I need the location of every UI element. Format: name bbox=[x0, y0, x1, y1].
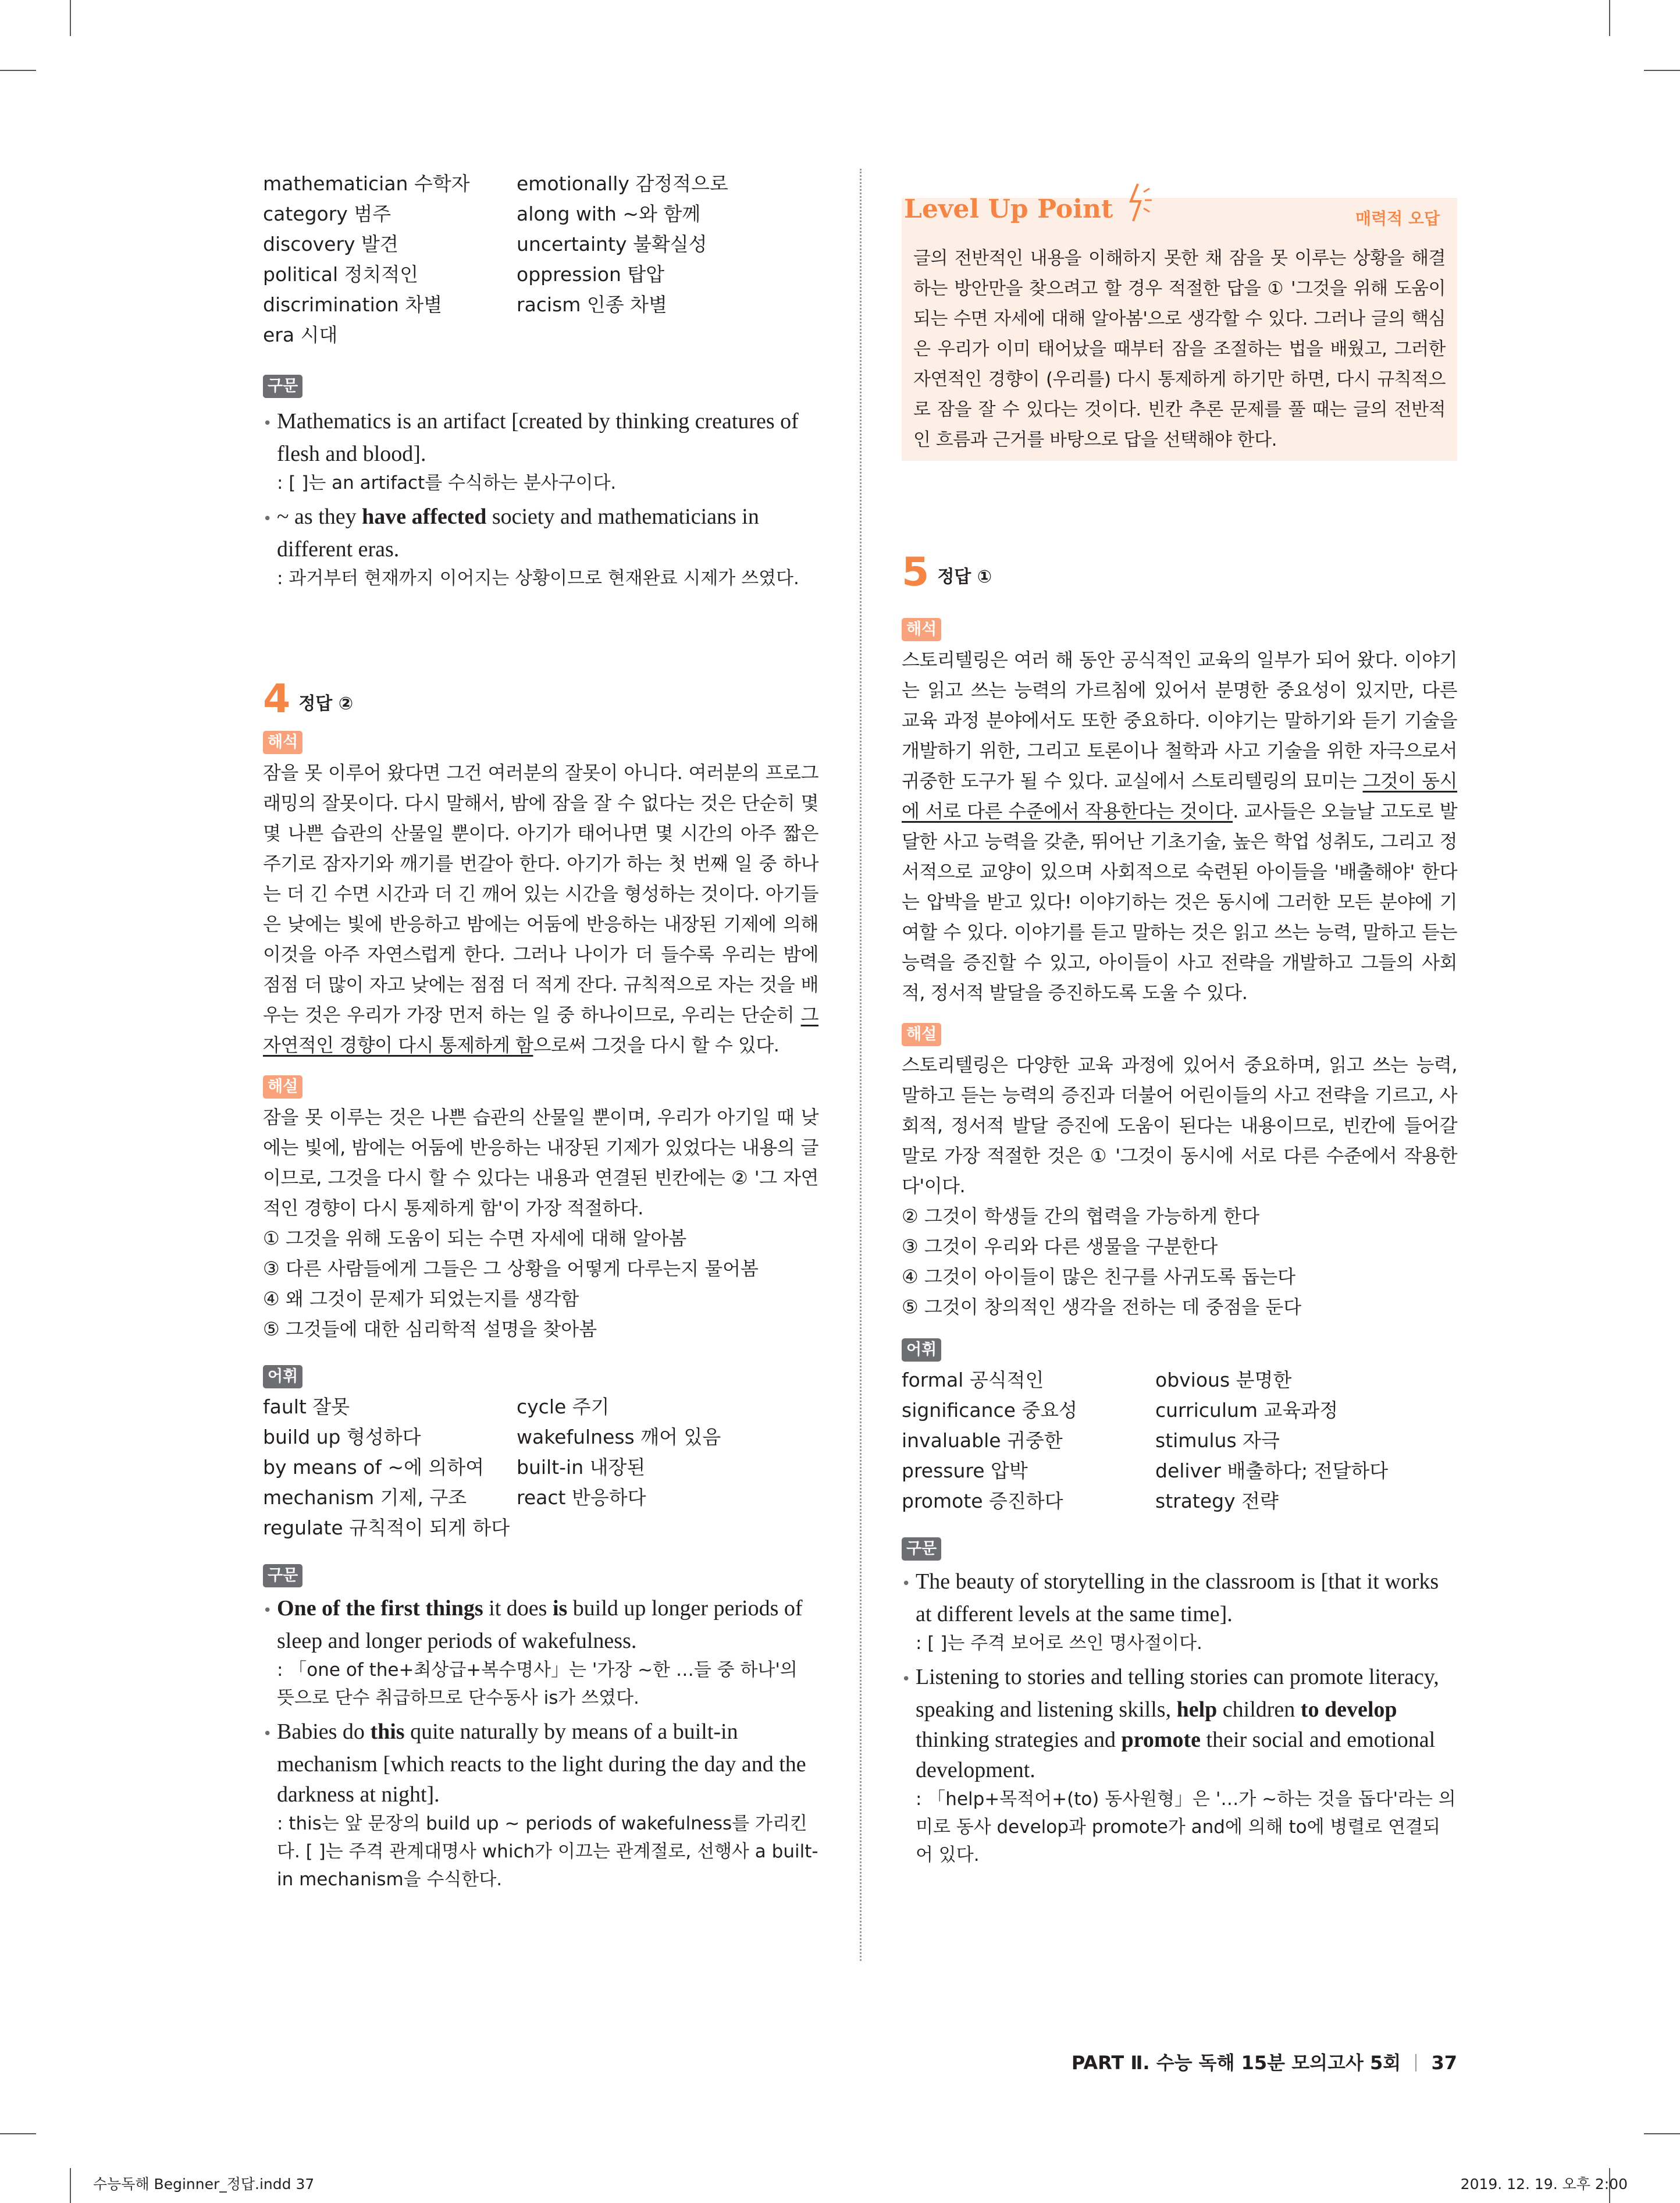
lightning-icon bbox=[1120, 180, 1155, 227]
vocab-list-q5 bbox=[902, 1365, 1457, 1516]
page-number: 37 bbox=[1431, 2052, 1457, 2074]
vocab-item: stimulus 자극 bbox=[1155, 1429, 1280, 1452]
vocab-item bbox=[517, 1513, 818, 1543]
vocab-item: obvious 분명한 bbox=[1155, 1369, 1292, 1391]
syntax-sentence: • Babies do this quite naturally by means of a built-in mechanism [which reacts to the light during the day and the darkness at night]. bbox=[263, 1719, 806, 1807]
crop-mark bbox=[1609, 0, 1610, 36]
option-item: ③ 그것이 우리와 다른 생물을 구분한다 bbox=[902, 1235, 1218, 1257]
question-number: 5 bbox=[902, 549, 930, 595]
answer-label: 정답 ① bbox=[937, 567, 992, 587]
crop-mark bbox=[0, 70, 36, 71]
vocab-item: cycle 주기 bbox=[517, 1395, 610, 1418]
footer-separator bbox=[1415, 2054, 1416, 2071]
syntax-note: : this는 앞 문장의 build up ~ periods of wakefulness를 가리킨다. [ ]는 주격 관계대명사 which가 이끄는 관계절로, 선행사 a built-in mechanism을 수식한다. bbox=[277, 1813, 818, 1890]
option-item: ④ 그것이 아이들이 많은 친구를 사귀도록 돕는다 bbox=[902, 1266, 1296, 1288]
question-header-4 bbox=[263, 676, 818, 722]
vocab-list-q4 bbox=[263, 1392, 818, 1543]
explanation-text: 잠을 못 이루는 것은 나쁜 습관의 산물일 뿐이며, 우리가 아기일 때 낮에는 빛에, 밤에는 어둠에 반응하는 내장된 기제가 있었다는 내용의 글이므로, 그것을 다시 할 수 있다는 내용과 연결된 빈칸에는 ② '그 자연적인 경향이 다시 통제하게 함'이 가장 적절하다. bbox=[263, 1106, 818, 1219]
vocab-item: political 정치적인 bbox=[263, 263, 419, 286]
explanation-tag: 해설 bbox=[263, 1075, 302, 1099]
vocab-item: react 반응하다 bbox=[517, 1486, 646, 1509]
syntax-note: : [ ]는 주격 보어로 쓰인 명사절이다. bbox=[916, 1633, 1202, 1654]
syntax-sentence: • Listening to stories and telling stories can promote literacy, speaking and listening skills, help children to develop thinking strategies and promote their social and emotional development. bbox=[902, 1665, 1439, 1782]
translation-text: 스토리텔링은 여러 해 동안 공식적인 교육의 일부가 되어 왔다. 이야기는 읽고 쓰는 능력의 가르침에 있어서 분명한 중요성이 있지만, 다른 교육 과정 분야에서도 또한 중요하다. 이야기는 말하기와 듣기 기술을 개발하기 위한, 그리고 토론이나 철학과 사고 기술을 위한 자극으로서 귀중한 도구가 될 수 있다. 교실에서 스토리텔링의 묘미는 그것이 동시에 서로 다른 수준에서 작용한다는 것이다. 교사들은 오늘날 고도로 발달한 사고 능력을 갖춘, 뛰어난 기초기술, 높은 학업 성취도, 그리고 정서적으로 교양이 있으며 사회적으로 숙련된 아이들을 '배출해야' 한다는 압박을 받고 있다! 이야기하는 것은 동시에 그러한 모든 분야에 기여할 수 있다. 이야기를 듣고 말하는 것은 읽고 쓰는 능력, 말하고 듣는 능력을 증진할 수 있고, 아이들이 사고 전략을 개발하고 그들의 사회적, 정서적 발달을 증진하도록 도울 수 있다. bbox=[902, 649, 1457, 1004]
vocab-item: discrimination 차별 bbox=[263, 293, 443, 316]
level-up-header bbox=[902, 180, 1457, 233]
answer-label: 정답 ② bbox=[298, 694, 354, 714]
vocab-item: era 시대 bbox=[263, 324, 338, 346]
crop-mark bbox=[70, 0, 71, 36]
page-footer bbox=[1072, 2048, 1457, 2075]
column-divider bbox=[860, 169, 862, 1961]
option-item: ⑤ 그것들에 대한 심리학적 설명을 찾아봄 bbox=[263, 1318, 597, 1340]
vocab-item: fault 잘못 bbox=[263, 1395, 350, 1418]
vocab-item bbox=[517, 320, 818, 350]
vocab-item: curriculum 교육과정 bbox=[1155, 1399, 1339, 1422]
syntax-sentence: • The beauty of storytelling in the classroom is [that it works at different levels at the same time]. bbox=[902, 1569, 1439, 1626]
vocab-item: wakefulness 깨어 있음 bbox=[517, 1426, 721, 1448]
vocab-item: category 범주 bbox=[263, 202, 391, 225]
option-item: ③ 다른 사람들에게 그들은 그 상황을 어떻게 다루는지 물어봄 bbox=[263, 1257, 759, 1280]
part-title: PART Ⅱ. 수능 독해 15분 모의고사 5회 bbox=[1071, 2052, 1401, 2074]
vocab-item: build up 형성하다 bbox=[263, 1426, 421, 1448]
vocab-item: by means of ~에 의하여 bbox=[263, 1456, 485, 1479]
option-item: ④ 왜 그것이 문제가 되었는지를 생각함 bbox=[263, 1288, 579, 1310]
vocab-item: discovery 발견 bbox=[263, 233, 398, 255]
vocab-item: uncertainty 불확실성 bbox=[517, 233, 707, 255]
left-column bbox=[263, 169, 818, 1893]
vocab-item: racism 인종 차별 bbox=[517, 293, 667, 316]
syntax-tag: 구문 bbox=[902, 1537, 941, 1561]
wrong-answer-badge: 매력적 오답 bbox=[1355, 209, 1440, 228]
crop-mark bbox=[0, 2133, 36, 2134]
level-up-text: 글의 전반적인 내용을 이해하지 못한 채 잠을 못 이루는 상황을 해결하는 방안만을 찾으려고 할 경우 적절한 답을 ① '그것을 위해 도움이 되는 수면 자세에 대해 알아봄'으로 생각할 수 있다. 그러나 글의 핵심은 우리가 이미 태어났을 때부터 잠을 조절하는 법을 배웠고, 그러한 자연적인 경향이 (우리를) 다시 통제하게 하기만 하면, 다시 규칙적으로 잠을 잘 수 있다는 것이다. 빈칸 추론 문제를 풀 때는 글의 전반적인 흐름과 근거를 바탕으로 답을 선택해야 한다. bbox=[913, 248, 1446, 450]
translation-text: 잠을 못 이루어 왔다면 그건 여러분의 잘못이 아니다. 여러분의 프로그래밍의 잘못이다. 다시 말해서, 밤에 잠을 잘 수 없다는 것은 단순히 몇몇 나쁜 습관의 산물일 뿐이다. 아기가 태어나면 몇 시간의 아주 짧은 주기로 잠자기와 깨기를 번갈아 한다. 아기가 하는 첫 번째 일 중 하나는 더 긴 수면 시간과 더 긴 깨어 있는 시간을 형성하는 것이다. 아기들은 낮에는 빛에 반응하고 밤에는 어둠에 반응하는 내장된 기제에 의해 이것을 아주 자연스럽게 한다. 그러나 나이가 더 들수록 우리는 밤에 점점 더 많이 자고 낮에는 점점 더 적게 잔다. 규칙적으로 자는 것을 배우는 것은 우리가 가장 먼저 하는 일 중 하나이므로, 우리는 단순히 그 자연적인 경향이 다시 통제하게 함으로써 그것을 다시 할 수 있다. bbox=[263, 762, 818, 1056]
syntax-tag: 구문 bbox=[263, 375, 302, 398]
vocab-tag: 어휘 bbox=[263, 1365, 302, 1388]
syntax-note: : [ ]는 an artifact를 수식하는 분사구이다. bbox=[277, 472, 617, 493]
explanation-text: 스토리텔링은 다양한 교육 과정에 있어서 중요하며, 읽고 쓰는 능력, 말하고 듣는 능력의 증진과 더불어 어린이들의 사고 전략을 기르고, 사회적, 정서적 발달 증진에 도움이 된다는 내용이므로, 빈칸에 들어갈 말로 가장 적절한 것은 ① '그것이 동시에 서로 다른 수준에서 작용한다'이다. bbox=[902, 1054, 1457, 1197]
option-item: ⑤ 그것이 창의적인 생각을 전하는 데 중점을 둔다 bbox=[902, 1296, 1302, 1318]
vocab-item: invaluable 귀중한 bbox=[902, 1429, 1063, 1452]
vocab-item: along with ~와 함께 bbox=[517, 202, 701, 225]
vocab-item: formal 공식적인 bbox=[902, 1369, 1044, 1391]
vocab-tag: 어휘 bbox=[902, 1338, 941, 1362]
syntax-note: : 「help+목적어+(to) 동사원형」은 '…가 ~하는 것을 돕다'라는 의미로 동사 develop과 promote가 and에 의해 to에 병렬로 연결되어 있다. bbox=[916, 1789, 1456, 1866]
vocab-item: regulate 규칙적이 되게 하다 bbox=[263, 1516, 510, 1539]
crop-mark bbox=[1644, 70, 1680, 71]
level-up-title: Level Up Point bbox=[904, 194, 1113, 224]
vocab-item: emotionally 감정적으로 bbox=[517, 172, 728, 195]
syntax-sentence: • One of the first things it does is build up longer periods of sleep and longer periods of wakefulness. bbox=[263, 1596, 803, 1653]
vocab-item: pressure 압박 bbox=[902, 1459, 1028, 1482]
crop-mark bbox=[1644, 2133, 1680, 2134]
vocab-item: promote 증진하다 bbox=[902, 1490, 1063, 1512]
translation-tag: 해석 bbox=[902, 618, 941, 641]
vocab-list-prev bbox=[263, 169, 818, 350]
question-number: 4 bbox=[263, 676, 291, 722]
print-slug-date: 2019. 12. 19. 오후 2:00 bbox=[1460, 2176, 1628, 2193]
translation-tag: 해석 bbox=[263, 731, 302, 754]
option-item: ② 그것이 학생들 간의 협력을 가능하게 한다 bbox=[902, 1205, 1260, 1227]
explanation-tag: 해설 bbox=[902, 1023, 941, 1046]
syntax-sentence: • Mathematics is an artifact [created by thinking creatures of flesh and blood]. bbox=[263, 409, 799, 466]
right-column bbox=[902, 549, 1457, 1869]
vocab-item: oppression 탑압 bbox=[517, 263, 665, 286]
vocab-item: mechanism 기제, 구조 bbox=[263, 1486, 467, 1509]
syntax-note: : 「one of the+최상급+복수명사」는 '가장 ~한 …들 중 하나'의 뜻으로 단수 취급하므로 단수동사 is가 쓰였다. bbox=[277, 1660, 798, 1708]
vocab-item: built-in 내장된 bbox=[517, 1456, 646, 1479]
crop-mark bbox=[70, 2168, 71, 2203]
vocab-item: deliver 배출하다; 전달하다 bbox=[1155, 1459, 1389, 1482]
syntax-sentence: • ~ as they have affected society and mathematicians in different eras. bbox=[263, 504, 759, 562]
vocab-item: strategy 전략 bbox=[1155, 1490, 1279, 1512]
vocab-item: significance 중요성 bbox=[902, 1399, 1078, 1422]
question-header-5 bbox=[902, 549, 1457, 595]
option-item: ① 그것을 위해 도움이 되는 수면 자세에 대해 알아봄 bbox=[263, 1227, 687, 1249]
print-slug-file: 수능독해 Beginner_정답.indd 37 bbox=[93, 2176, 315, 2193]
syntax-tag: 구문 bbox=[263, 1564, 302, 1587]
vocab-item: mathematician 수학자 bbox=[263, 172, 470, 195]
syntax-note: : 과거부터 현재까지 이어지는 상황이므로 현재완료 시제가 쓰였다. bbox=[277, 568, 799, 589]
